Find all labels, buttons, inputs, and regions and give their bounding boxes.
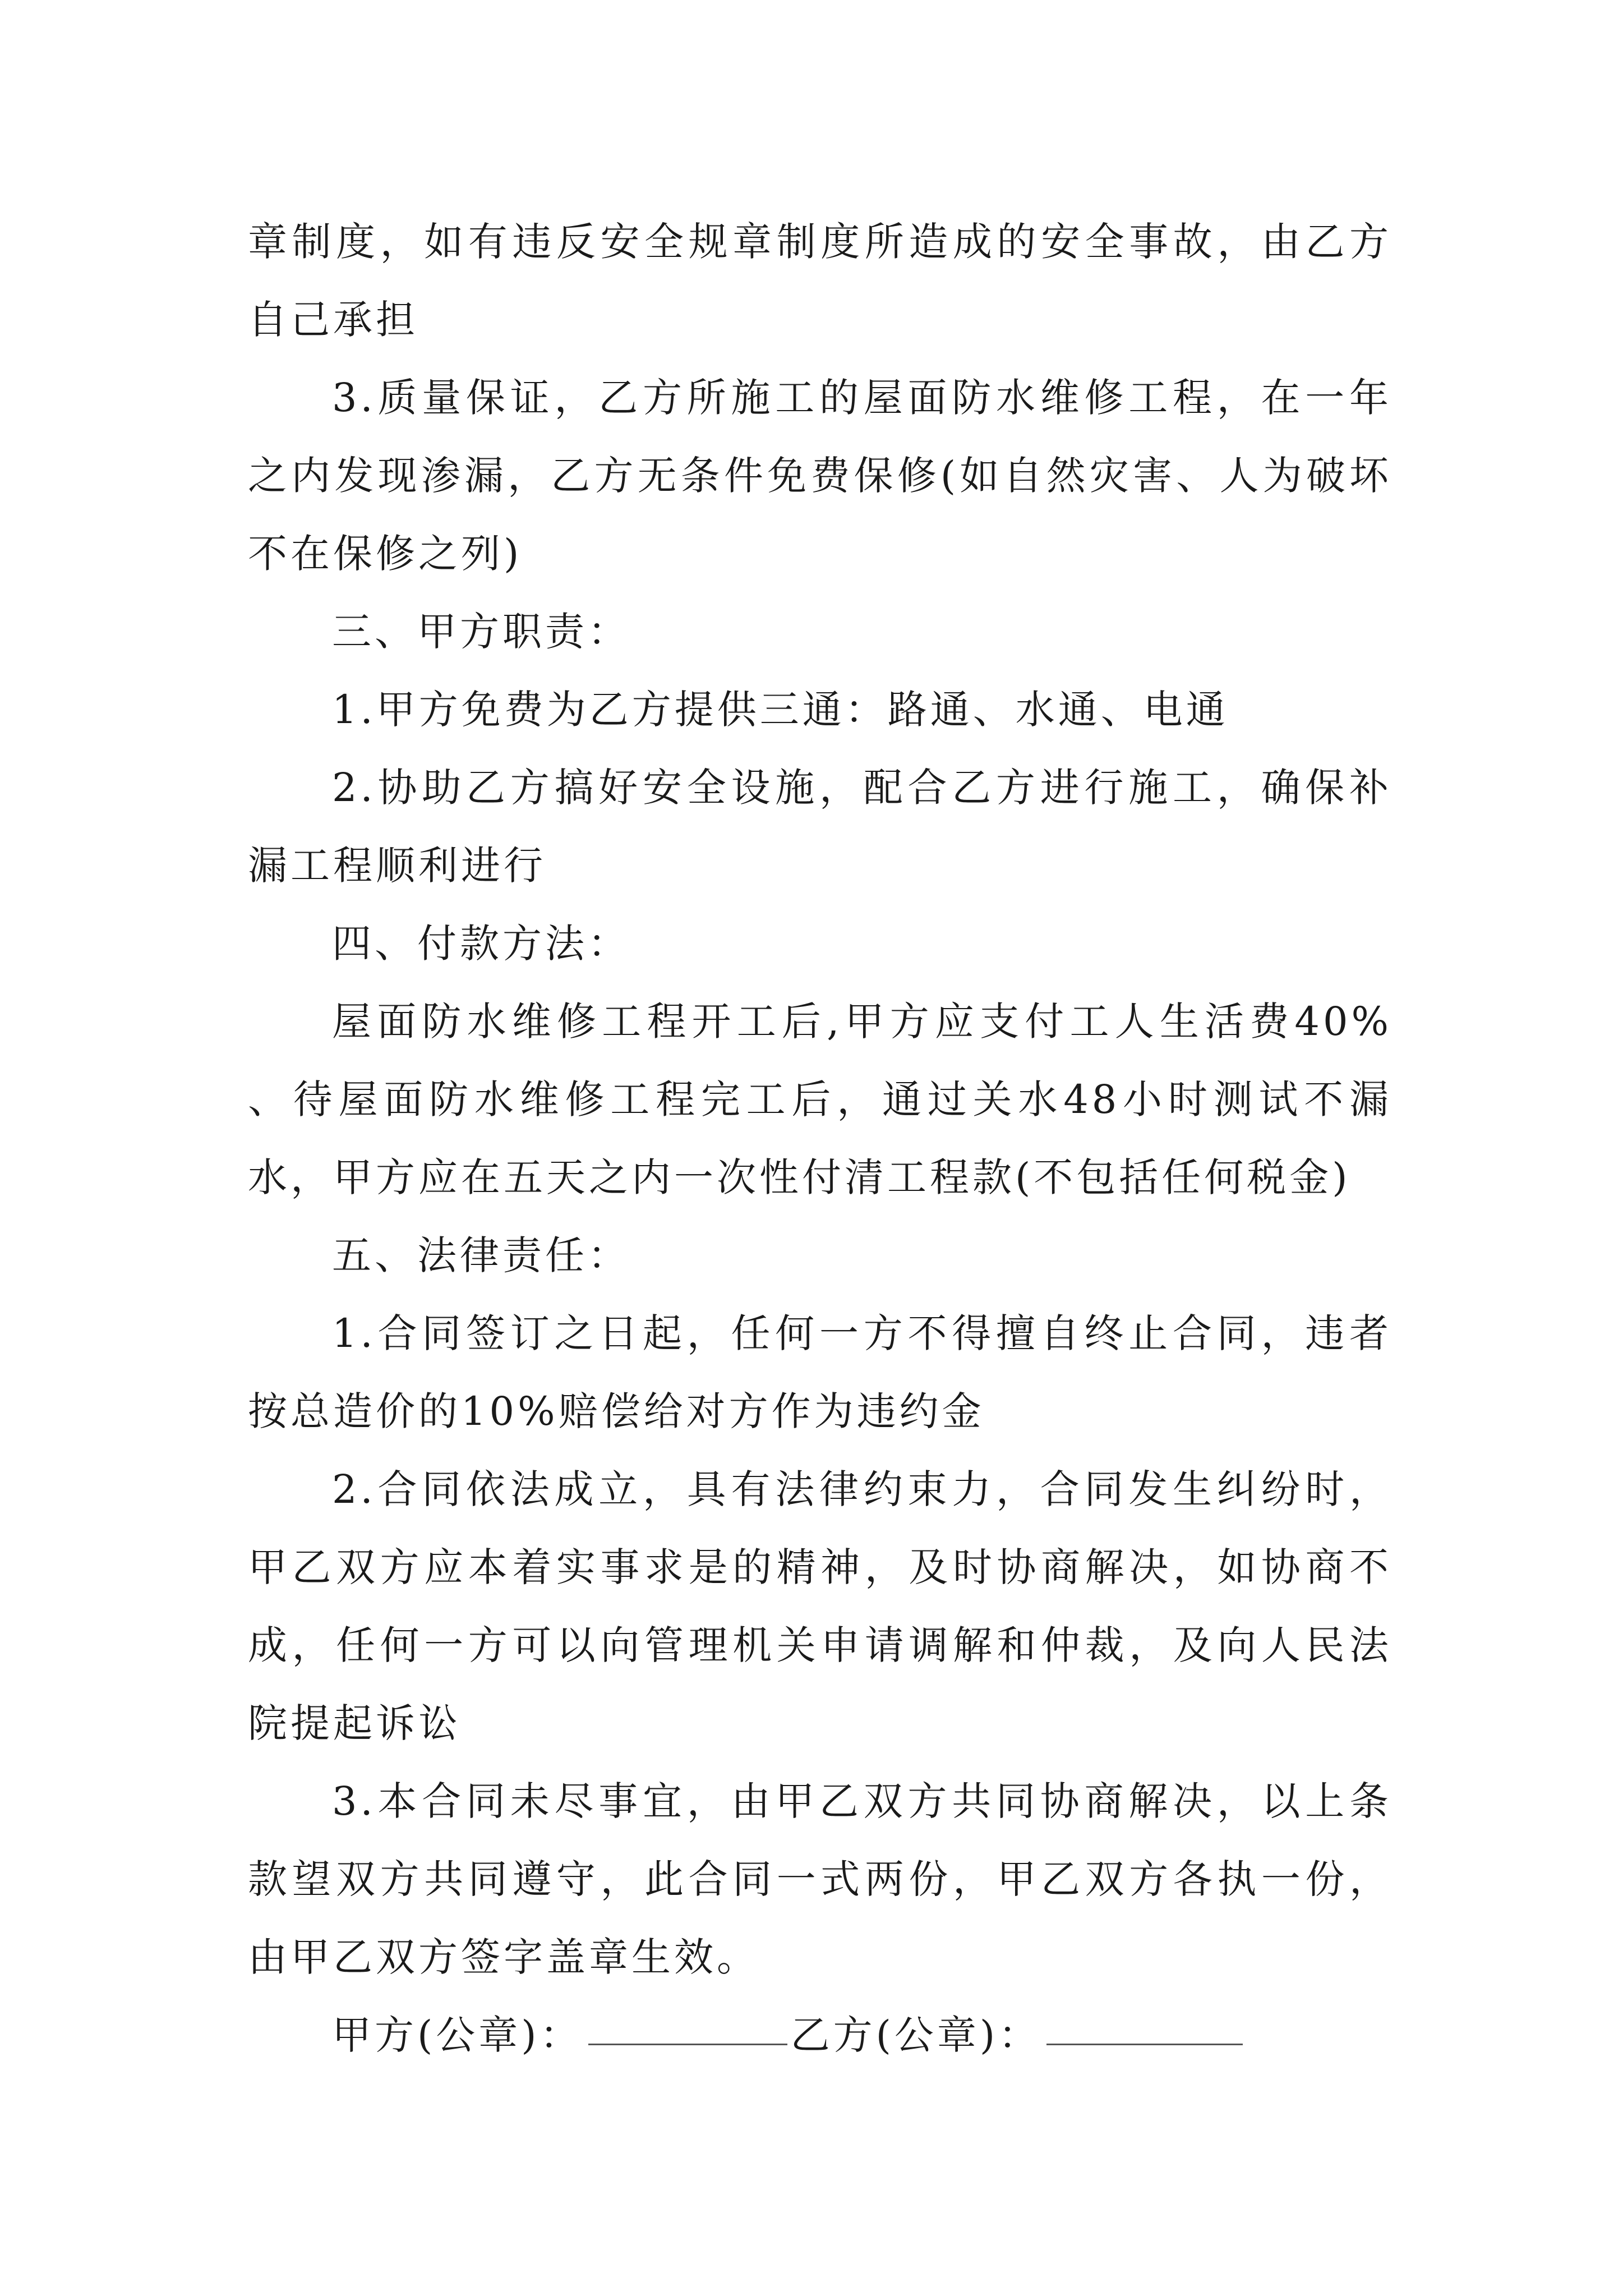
paragraph-party-a-duty-2: 2.协助乙方搞好安全设施，配合乙方进行施工，确保补漏工程顺利进行 <box>248 765 1392 889</box>
document-body <box>248 203 1392 2074</box>
signature-row <box>248 1996 1392 2074</box>
party-a-signature-blank <box>588 2044 787 2045</box>
heading-payment-method: 四、付款方法： <box>332 921 630 967</box>
paragraph-liability-3: 3.本合同未尽事宜，由甲乙双方共同协商解决，以上条款望双方共同遵守，此合同一式两份，甲乙双方各执一份，由甲乙双方签字盖章生效。 <box>248 1778 1392 1980</box>
heading-legal-liability: 五、法律责任： <box>332 1232 630 1278</box>
paragraph-liability-1: 1.合同签订之日起，任何一方不得擅自终止合同，违者按总造价的10%赔偿给对方作为违约金 <box>248 1310 1392 1434</box>
paragraph-party-a-duty-1: 1.甲方免费为乙方提供三通：路通、水通、电通 <box>332 687 1229 733</box>
party-b-seal-label: 乙方(公章)： <box>790 2012 1041 2058</box>
party-b-signature-blank <box>1046 2044 1243 2045</box>
paragraph-safety-continued: 章制度，如有违反安全规章制度所造成的安全事故，由乙方自己承担 <box>248 219 1392 343</box>
heading-party-a-duties: 三、甲方职责： <box>332 609 630 655</box>
paragraph-payment-terms: 屋面防水维修工程开工后,甲方应支付工人生活费40% 、待屋面防水维修工程完工后，通过关水48小时测试不漏水，甲方应在五天之内一次性付清工程款(不包括任何税金) <box>248 999 1392 1200</box>
party-a-seal-label: 甲方(公章)： <box>332 2012 583 2058</box>
paragraph-liability-2: 2.合同依法成立，具有法律约束力，合同发生纠纷时，甲乙双方应本着实事求是的精神，及时协商解决，如协商不成，任何一方可以向管理机关申请调解和仲裁，及向人民法院提起诉讼 <box>248 1466 1392 1746</box>
paragraph-quality-guarantee: 3.质量保证，乙方所施工的屋面防水维修工程，在一年之内发现渗漏，乙方无条件免费保修(如自然灾害、人为破坏不在保修之列) <box>248 375 1392 577</box>
